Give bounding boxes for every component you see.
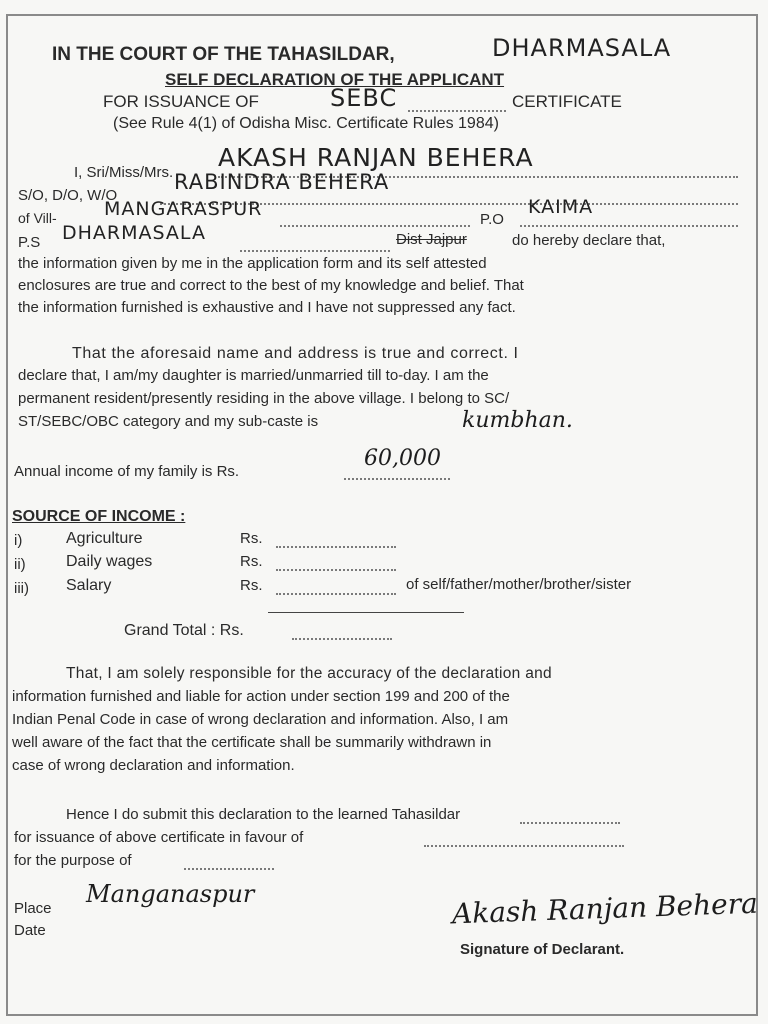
village-dots <box>280 225 470 227</box>
submit-dots-1 <box>520 822 620 824</box>
place-label: Place <box>14 900 52 917</box>
date-label: Date <box>14 922 46 939</box>
resp-line1: That, I am solely responsible for the accuracy of the declaration and <box>66 665 552 682</box>
parent-name: RABINDRA BEHERA <box>174 170 390 194</box>
place-value: Manganaspur <box>86 880 255 908</box>
issuance-dots <box>408 110 506 112</box>
form-title: SELF DECLARATION OF THE APPLICANT <box>165 70 505 89</box>
grand-total: Grand Total : Rs. <box>124 622 244 639</box>
income-label: Annual income of my family is Rs. <box>14 463 240 480</box>
issuance-suffix: CERTIFICATE <box>512 92 622 111</box>
p2-line4: ST/SEBC/OBC category and my sub-caste is <box>18 413 319 430</box>
submit-line1: Hence I do submit this declaration to the learned Tahasildar <box>66 806 461 823</box>
p2-line3: permanent resident/presently residing in the above village. I belong to SC/ <box>18 390 510 407</box>
income-item-label: Salary <box>66 577 112 594</box>
relation-label: S/O, D/O, W/O <box>18 187 118 204</box>
p2-line2: declare that, I am/my daughter is married/unmarried till to-day. I am the <box>18 367 489 384</box>
rule-note: (See Rule 4(1) of Odisha Misc. Certificate Rules 1984) <box>113 115 499 132</box>
income-item-dots <box>276 546 396 548</box>
submit-dots-2 <box>424 845 624 847</box>
income-item-rs: Rs. <box>240 553 263 570</box>
grand-total-dots <box>292 638 392 640</box>
applicant-name: AKASH RANJAN BEHERA <box>218 143 534 172</box>
name-label: I, Sri/Miss/Mrs. <box>74 164 174 181</box>
p1-line2: enclosures are true and correct to the best of my knowledge and belief. That <box>18 277 524 294</box>
p1-line3: the information furnished is exhaustive and I have not suppressed any fact. <box>18 299 516 316</box>
court-place: DHARMASALA <box>492 34 672 62</box>
p1-line1: the information given by me in the application form and its self attested <box>18 255 487 272</box>
po-label: P.O <box>480 211 504 228</box>
income-source-heading: SOURCE OF INCOME : <box>12 508 186 525</box>
income-item-label: Daily wages <box>66 553 153 570</box>
submit-line3: for the purpose of <box>14 852 132 869</box>
ps-label: P.S <box>18 234 41 251</box>
certificate-type: SEBC <box>330 84 398 112</box>
court-title: IN THE COURT OF THE TAHASILDAR, <box>52 44 395 65</box>
income-item-num: i) <box>14 532 23 549</box>
po-dots <box>520 225 738 227</box>
income-dots <box>344 478 450 480</box>
p2-line1: That the aforesaid name and address is true and correct. I <box>72 345 519 362</box>
income-item-dots <box>276 569 396 571</box>
village-label: of Vill- <box>18 210 57 226</box>
district-struck: Dist Jajpur <box>396 231 467 248</box>
signature: Akash Ranjan Behera <box>451 886 759 931</box>
declaration-tail: do hereby declare that, <box>512 232 666 249</box>
sub-caste: kumbhan. <box>462 408 573 433</box>
income-item-rs: Rs. <box>240 530 263 547</box>
total-rule <box>268 612 464 613</box>
salary-relation: of self/father/mother/brother/sister <box>406 576 632 593</box>
submit-dots-3 <box>184 868 274 870</box>
resp-line4: well aware of the fact that the certificate shall be summarily withdrawn in <box>12 734 492 751</box>
income-item-dots <box>276 593 396 595</box>
income-item-label: Agriculture <box>66 530 143 547</box>
income-item-num: ii) <box>14 556 26 573</box>
po-value: KAIMA <box>528 196 594 218</box>
village-value: MANGARASPUR <box>104 198 263 220</box>
issuance-prefix: FOR ISSUANCE OF <box>103 92 259 111</box>
submit-line2: for issuance of above certificate in favour of <box>14 829 304 846</box>
ps-dots <box>240 250 390 252</box>
income-value: 60,000 <box>364 446 441 471</box>
ps-value: DHARMASALA <box>62 222 206 244</box>
resp-line2: information furnished and liable for action under section 199 and 200 of the <box>12 688 510 705</box>
resp-line5: case of wrong declaration and information. <box>12 757 295 774</box>
resp-line3: Indian Penal Code in case of wrong declaration and information. Also, I am <box>12 711 509 728</box>
income-item-rs: Rs. <box>240 577 263 594</box>
income-item-num: iii) <box>14 580 29 597</box>
signature-label: Signature of Declarant. <box>460 941 625 958</box>
